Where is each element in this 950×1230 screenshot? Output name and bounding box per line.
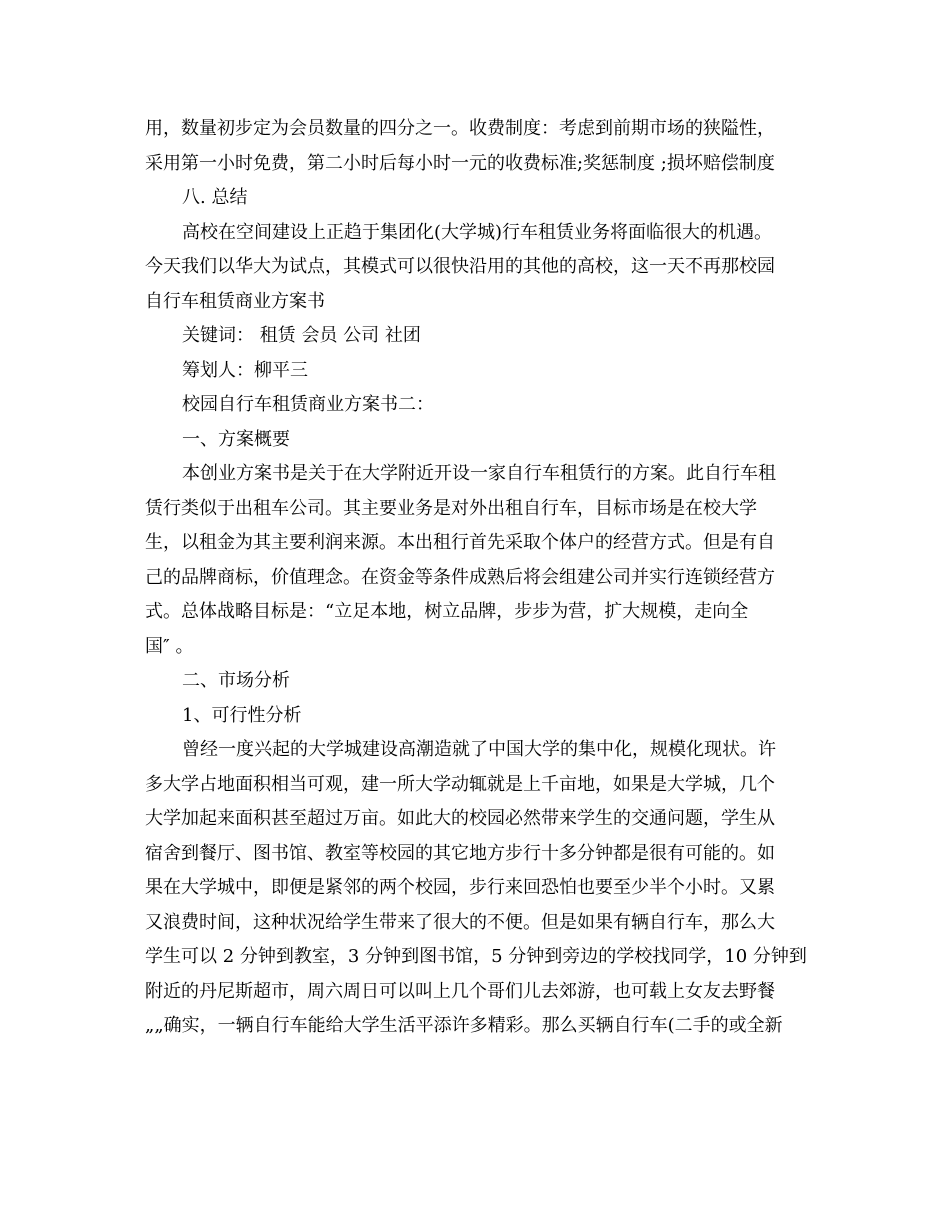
text-line: 今天我们以华大为试点，其模式可以很快沿用的其他的高校，这一天不再那校园 [145,256,775,277]
text-line: 附近的丹尼斯超市，周六周日可以叫上几个哥们儿去郊游，也可载上女友去野餐 [145,980,775,1002]
text-line: 果在大学城中，即便是紧邻的两个校园，步行来回恐怕也要至少半个小时。又累 [145,877,775,898]
text-line: 国″ 。 [145,635,194,657]
text-line: 大学加起来面积甚至超过万亩。如此大的校园必然带来学生的交通问题，学生从 [145,808,775,829]
text-line: 用，数量初步定为会员数量的四分之一。收费制度：考虑到前期市场的狭隘性， [145,118,775,139]
text-line: 宿舍到餐厅、图书馆、教室等校园的其它地方步行十多分钟都是很有可能的。如 [145,842,775,864]
text-line: 校园自行车租赁商业方案书二： [182,394,434,415]
text-line: 己的品牌商标，价值理念。在资金等条件成熟后将会组建公司并实行连锁经营方 [145,566,775,588]
document-body [145,112,810,1044]
text-line: „„确实，一辆自行车能给大学生活平添许多精彩。那么买辆自行车(二手的或全新 [145,1015,783,1036]
text-line: 又浪费时间，这种状况给学生带来了很大的不便。但是如果有辆自行车，那么大 [145,911,775,933]
text-line: 赁行类似于出租车公司。其主要业务是对外出租自行车，目标市场是在校大学 [145,497,757,519]
text-line: 本创业方案书是关于在大学附近开设一家自行车租赁行的方案。此自行车租 [182,463,776,484]
text-line: 采用第一小时免费，第二小时后每小时一元的收费标准;奖惩制度 ;损坏赔偿制度 [145,152,775,174]
text-line: 曾经一度兴起的大学城建设高潮造就了中国大学的集中化，规模化现状。许 [182,739,776,760]
text-line: 一、方案概要 [182,428,290,450]
text-line: 八. 总结 [182,187,248,208]
text-line: 筹划人：柳平三 [182,359,308,381]
text-line: 多大学占地面积相当可观，建一所大学动辄就是上千亩地，如果是大学城，几个 [145,773,775,795]
text-line: 自行车租赁商业方案书 [145,290,325,312]
text-line: 二、市场分析 [182,670,290,691]
text-line: 1、可行性分析 [182,704,302,726]
text-line: 高校在空间建设上正趋于集团化(大学城)行车租赁业务将面临很大的机遇。 [182,221,773,243]
text-line: 关键词： 租赁 会员 公司 社团 [182,325,421,346]
text-line: 式。总体战略目标是：“立足本地，树立品牌，步步为营，扩大规模，走向全 [145,601,749,622]
text-line: 学生可以 2 分钟到教室，3 分钟到图书馆，5 分钟到旁边的学校找同学，10 分钟到 [145,946,807,967]
text-line: 生，以租金为其主要利润来源。本出租行首先采取个体户的经营方式。但是有自 [145,532,775,553]
